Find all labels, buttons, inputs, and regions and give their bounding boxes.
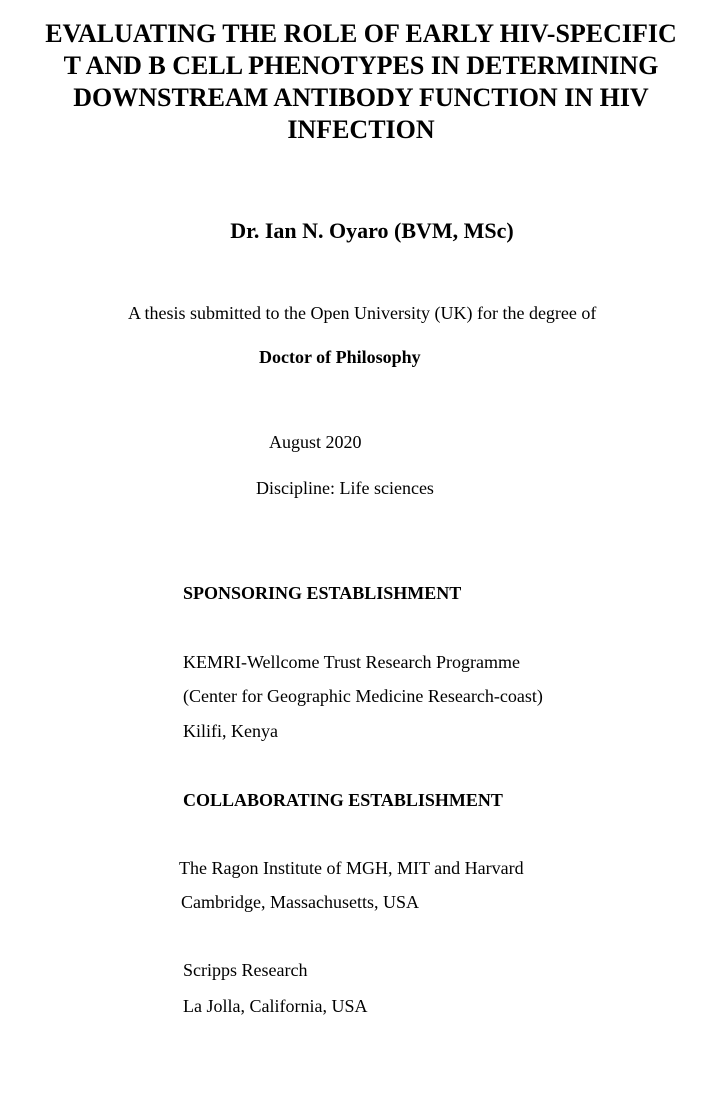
discipline: Discipline: Life sciences <box>256 478 434 498</box>
sponsoring-heading: SPONSORING ESTABLISHMENT <box>183 583 462 603</box>
thesis-title-line-3: DOWNSTREAM ANTIBODY FUNCTION IN HIV <box>73 83 649 112</box>
collaborating-heading: COLLABORATING ESTABLISHMENT <box>183 790 503 810</box>
collaborator-1-line-2: Cambridge, Massachusetts, USA <box>181 892 419 912</box>
sponsoring-line-2: (Center for Geographic Medicine Research-coast) <box>183 686 543 706</box>
submission-date: August 2020 <box>269 432 362 452</box>
collaborator-1-line-1: The Ragon Institute of MGH, MIT and Harvard <box>179 858 524 878</box>
submission-statement: A thesis submitted to the Open University (UK) for the degree of <box>128 303 597 323</box>
collaborator-2-line-1: Scripps Research <box>183 960 308 980</box>
collaborator-2-line-2: La Jolla, California, USA <box>183 996 368 1016</box>
sponsoring-line-3: Kilifi, Kenya <box>183 721 278 741</box>
degree-name: Doctor of Philosophy <box>259 347 421 367</box>
sponsoring-line-1: KEMRI-Wellcome Trust Research Programme <box>183 652 520 672</box>
thesis-title-line-2: T AND B CELL PHENOTYPES IN DETERMINING <box>63 51 659 80</box>
thesis-title-line-4: INFECTION <box>287 115 435 144</box>
thesis-title-line-1: EVALUATING THE ROLE OF EARLY HIV-SPECIFIC <box>45 19 677 48</box>
author-name: Dr. Ian N. Oyaro (BVM, MSc) <box>230 218 514 243</box>
